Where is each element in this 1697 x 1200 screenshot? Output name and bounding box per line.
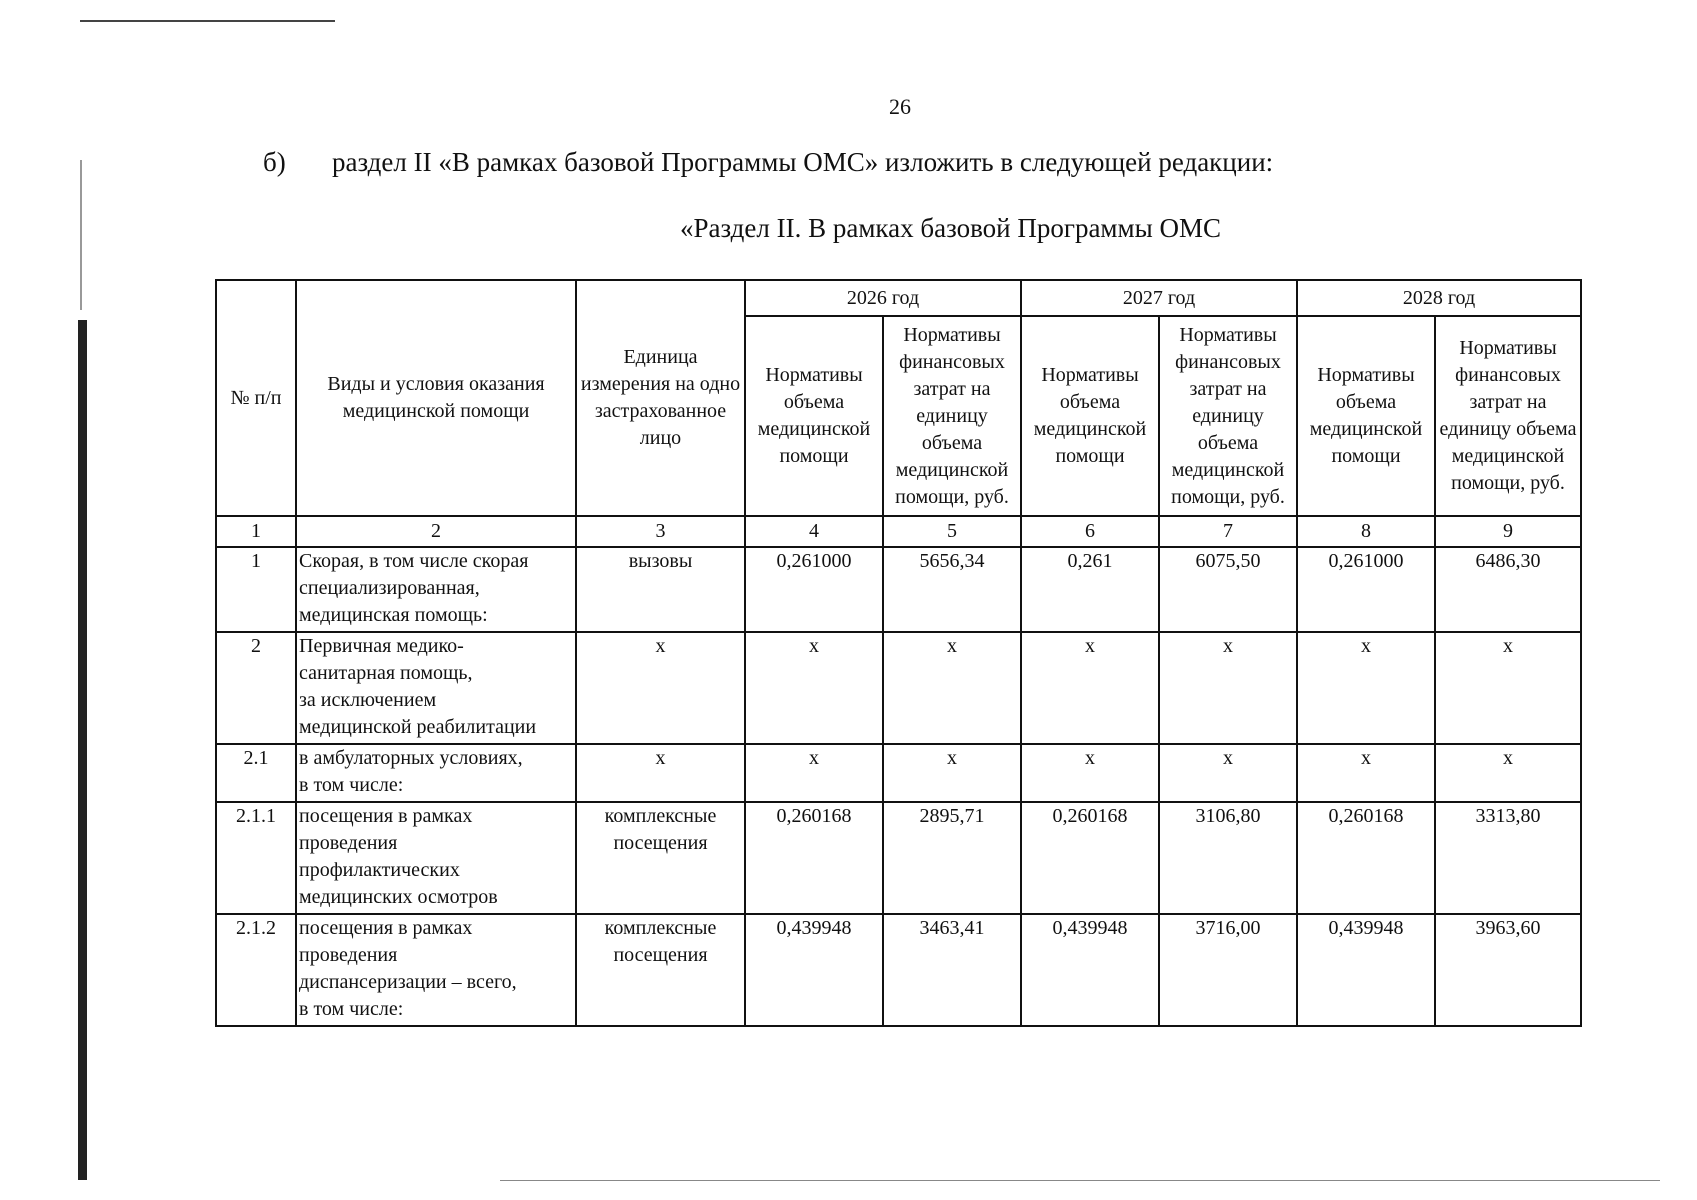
column-number: 8: [1297, 516, 1435, 547]
table-row: [216, 632, 1581, 744]
header-volume-norm: Нормативы объема медицинской помощи: [1297, 316, 1435, 516]
table-row: [216, 547, 1581, 632]
column-number: 6: [1021, 516, 1159, 547]
cell-value: 0,261000: [745, 547, 883, 632]
cell-value: 6075,50: [1159, 547, 1297, 632]
column-number: 4: [745, 516, 883, 547]
description-line: посещения в рамках: [299, 917, 473, 939]
header-unit: Единица измерения на одно застрахованное лицо: [576, 280, 745, 516]
table-row: [216, 914, 1581, 1026]
cell-value: х: [1021, 744, 1159, 802]
header-cost-norm: Нормативы финансовых затрат на единицу объема медицинской помощи, руб.: [883, 316, 1021, 516]
row-number: 2.1.2: [216, 914, 296, 1026]
cell-value: 3313,80: [1435, 802, 1581, 914]
cell-value: 5656,34: [883, 547, 1021, 632]
cell-value: 3463,41: [883, 914, 1021, 1026]
description-line: санитарная помощь,: [299, 662, 473, 684]
column-number: 2: [296, 516, 576, 547]
scan-edge-faint-left: [80, 160, 82, 310]
table-row: [216, 744, 1581, 802]
table-row: [216, 802, 1581, 914]
header-types: Виды и условия оказания медицинской помощи: [296, 280, 576, 516]
cell-value: 3106,80: [1159, 802, 1297, 914]
row-number: 1: [216, 547, 296, 632]
header-cost-norm: Нормативы финансовых затрат на единицу объема медицинской помощи, руб.: [1159, 316, 1297, 516]
cell-value: 6486,30: [1435, 547, 1581, 632]
row-number: 2: [216, 632, 296, 744]
cell-value: 0,261: [1021, 547, 1159, 632]
description-line: в амбулаторных условиях,: [299, 747, 523, 769]
row-number: 2.1: [216, 744, 296, 802]
row-description: [296, 914, 576, 1026]
column-number: 7: [1159, 516, 1297, 547]
header-year-2027: 2027 год: [1021, 280, 1297, 316]
header-volume-norm: Нормативы объема медицинской помощи: [745, 316, 883, 516]
section-title: «Раздел II. В рамках базовой Программы ОМС: [680, 213, 1222, 243]
column-number: 3: [576, 516, 745, 547]
row-unit: вызовы: [576, 547, 745, 632]
description-line: проведения: [299, 832, 398, 854]
column-number: 5: [883, 516, 1021, 547]
cell-value: 0,260168: [1297, 802, 1435, 914]
column-number-row: [216, 516, 1581, 547]
column-number: 9: [1435, 516, 1581, 547]
cell-value: 3963,60: [1435, 914, 1581, 1026]
instruction-text: раздел II «В рамках базовой Программы ОМС» изложить в следующей редакции:: [332, 147, 1274, 177]
cell-value: х: [745, 744, 883, 802]
description-line: проведения: [299, 944, 398, 966]
cell-value: 0,260168: [745, 802, 883, 914]
description-line: диспансеризации – всего,: [299, 971, 517, 993]
item-letter: б): [263, 147, 286, 177]
cell-value: х: [1159, 632, 1297, 744]
column-number: 1: [216, 516, 296, 547]
cell-value: 0,260168: [1021, 802, 1159, 914]
cell-value: х: [745, 632, 883, 744]
description-line: профилактических: [299, 859, 460, 881]
description-line: медицинских осмотров: [299, 886, 498, 908]
description-line: в том числе:: [299, 998, 404, 1020]
header-volume-norm: Нормативы объема медицинской помощи: [1021, 316, 1159, 516]
description-line: за исключением: [299, 689, 437, 711]
cell-value: х: [1435, 744, 1581, 802]
row-unit: комплексные посещения: [576, 914, 745, 1026]
cell-value: х: [1297, 632, 1435, 744]
cell-value: 0,439948: [745, 914, 883, 1026]
row-description: [296, 802, 576, 914]
page-number: 26: [889, 94, 911, 119]
cell-value: 3716,00: [1159, 914, 1297, 1026]
cell-value: 2895,71: [883, 802, 1021, 914]
standards-table: [215, 279, 1582, 1027]
cell-value: х: [1435, 632, 1581, 744]
description-line: Скорая, в том числе скорая: [299, 550, 529, 572]
cell-value: х: [1159, 744, 1297, 802]
description-line: медицинская помощь:: [299, 604, 488, 626]
scan-edge-line-bottom: [500, 1180, 1660, 1181]
cell-value: х: [883, 744, 1021, 802]
row-unit: х: [576, 744, 745, 802]
row-description: [296, 632, 576, 744]
row-unit: х: [576, 632, 745, 744]
description-line: в том числе:: [299, 774, 404, 796]
description-line: Первичная медико-: [299, 635, 464, 657]
description-line: медицинской реабилитации: [299, 716, 537, 738]
row-description: [296, 547, 576, 632]
row-unit: комплексные посещения: [576, 802, 745, 914]
row-description: [296, 744, 576, 802]
header-year-2028: 2028 год: [1297, 280, 1581, 316]
header-cost-norm: Нормативы финансовых затрат на единицу объема медицинской помощи, руб.: [1435, 316, 1581, 516]
cell-value: х: [1297, 744, 1435, 802]
cell-value: 0,261000: [1297, 547, 1435, 632]
cell-value: х: [1021, 632, 1159, 744]
row-number: 2.1.1: [216, 802, 296, 914]
header-year-2026: 2026 год: [745, 280, 1021, 316]
cell-value: 0,439948: [1021, 914, 1159, 1026]
description-line: специализированная,: [299, 577, 480, 599]
header-num: № п/п: [216, 280, 296, 516]
scan-edge-bar-left: [78, 320, 87, 1180]
scan-edge-line-top: [80, 20, 335, 22]
description-line: посещения в рамках: [299, 805, 473, 827]
cell-value: 0,439948: [1297, 914, 1435, 1026]
cell-value: х: [883, 632, 1021, 744]
